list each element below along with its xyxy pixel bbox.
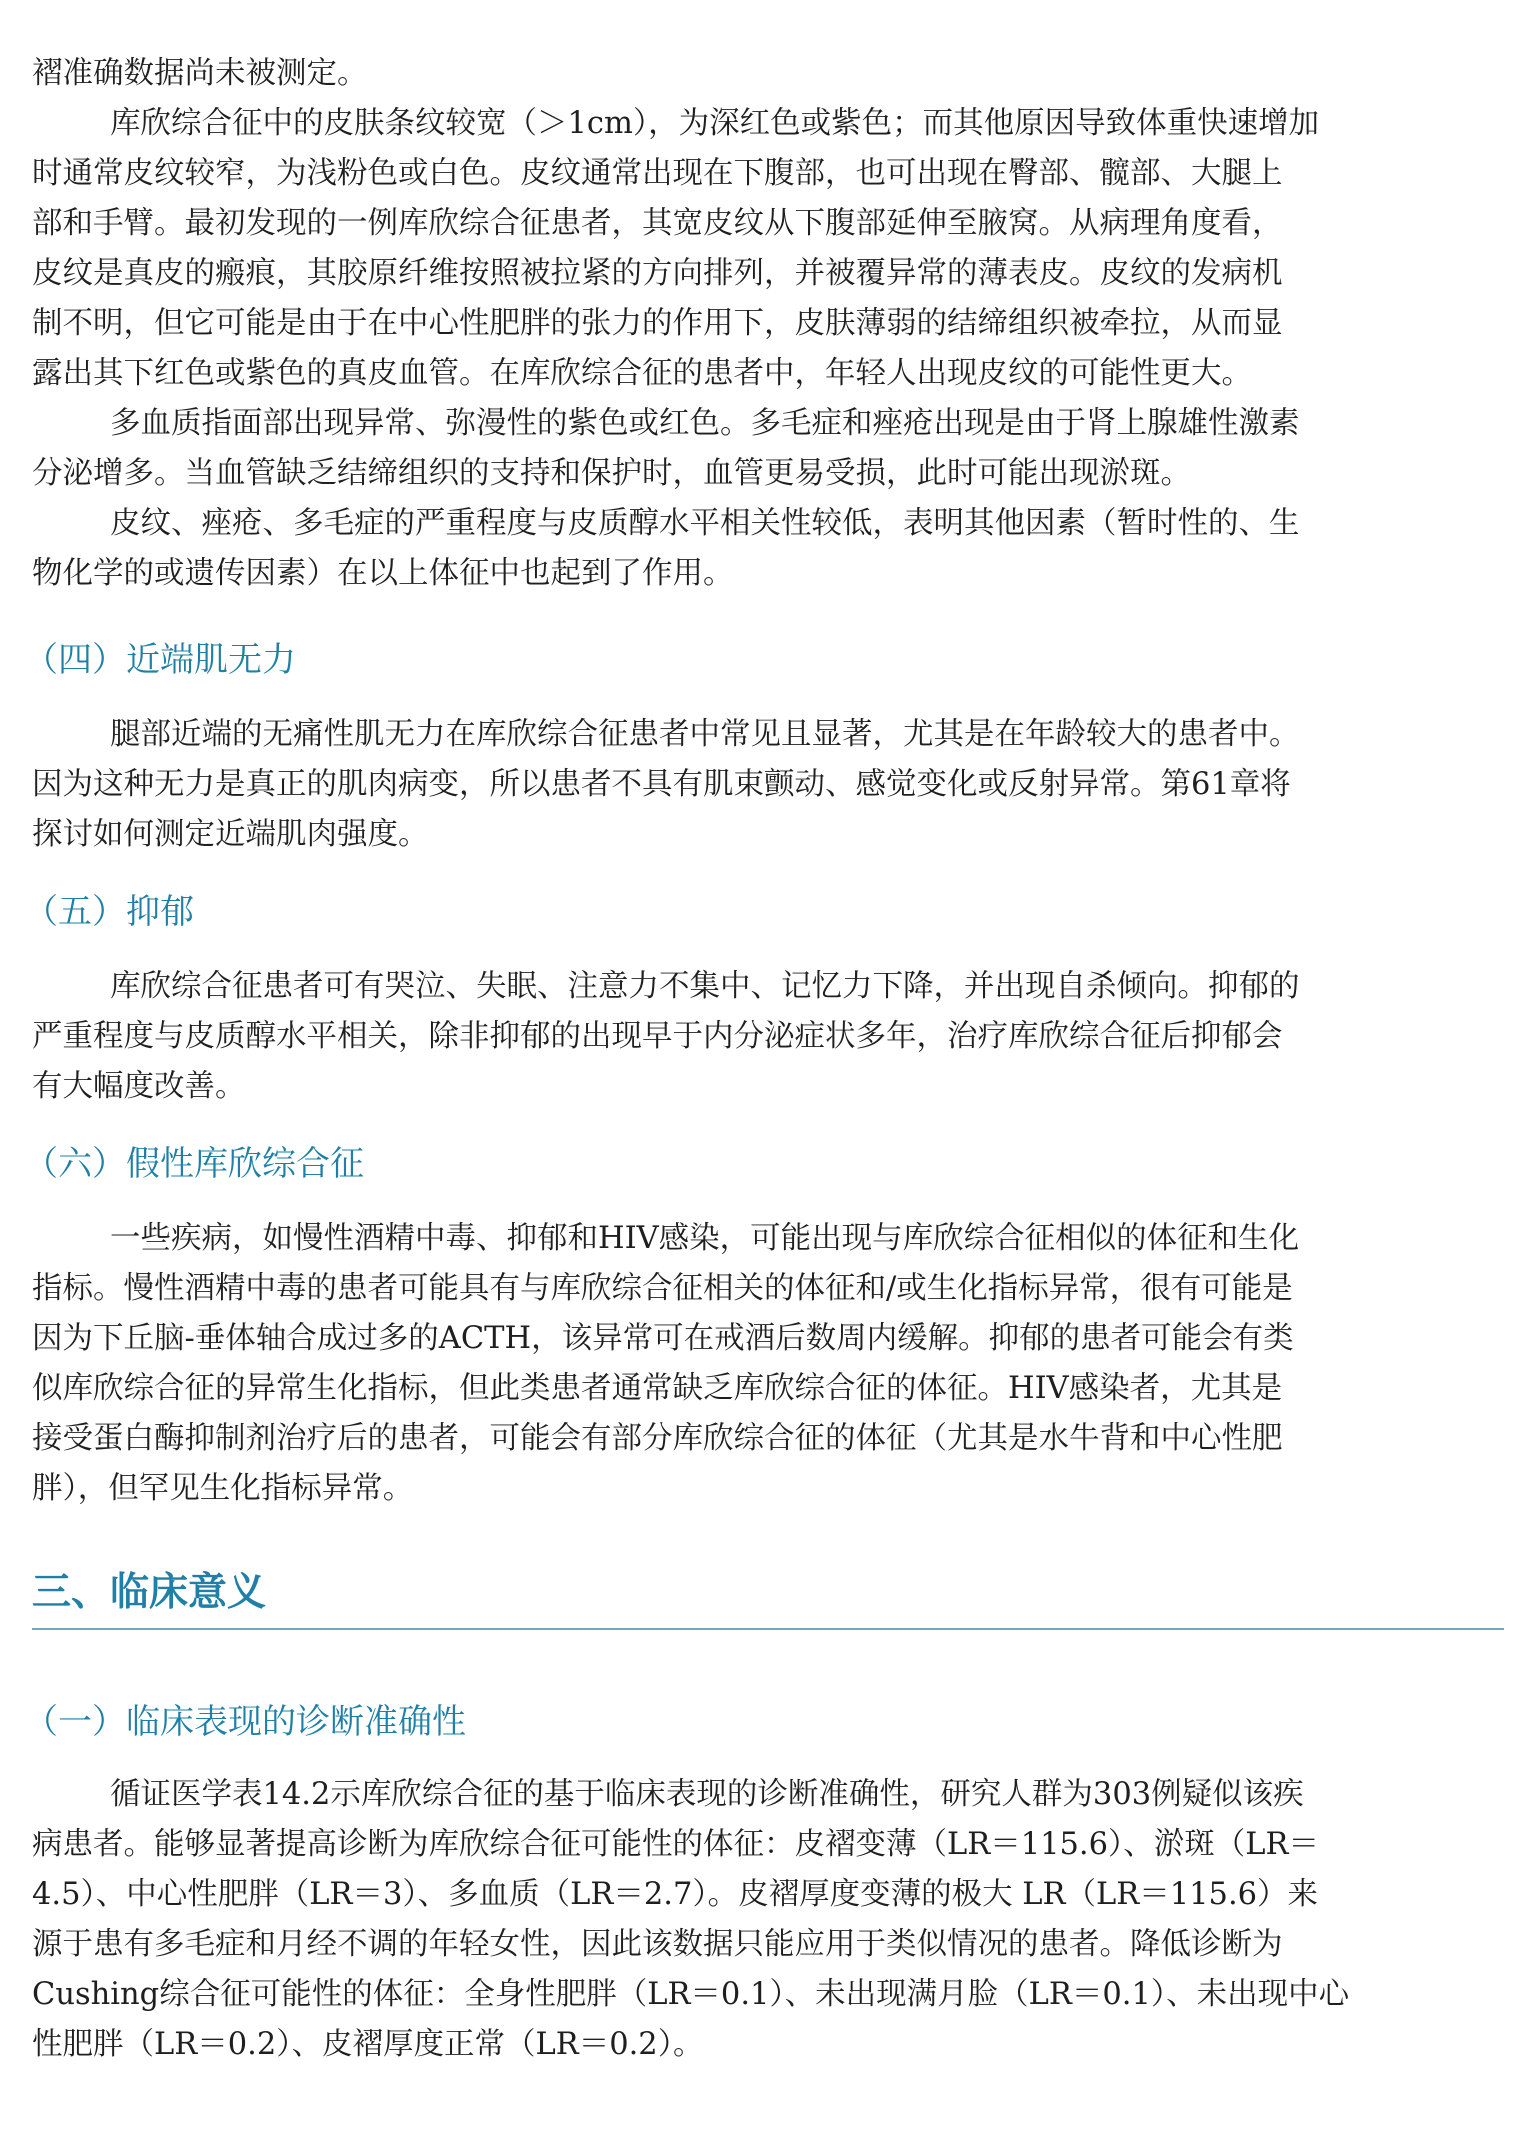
text-line: 库欣综合征中的皮肤条纹较宽（＞1cm），为深红色或紫色；而其他原因导致体重快速增加 (110, 106, 1320, 141)
section-heading-depression: （五）抑郁 (24, 892, 194, 932)
text-line: 腿部近端的无痛性肌无力在库欣综合征患者中常见且显著，尤其是在年龄较大的患者中。 (110, 717, 1300, 752)
text-line: 时通常皮纹较窄，为浅粉色或白色。皮纹通常出现在下腹部，也可出现在臀部、髋部、大腿上 (32, 156, 1283, 191)
text-line: Cushing综合征可能性的体征：全身性肥胖（LR＝0.1）、未出现满月脸（LR＝0.1）、未出现中心 (32, 1977, 1350, 2012)
text-line: 多血质指面部出现异常、弥漫性的紫色或红色。多毛症和痤疮出现是由于肾上腺雄性激素 (110, 406, 1300, 441)
text-line: 分泌增多。当血管缺乏结缔组织的支持和保护时，血管更易受损，此时可能出现淤斑。 (32, 456, 1191, 491)
text-line: 4.5）、中心性肥胖（LR＝3）、多血质（LR＝2.7）。皮褶厚度变薄的极大 LR（LR＝115.6）来 (32, 1877, 1319, 1912)
section-paragraphs (32, 710, 1504, 860)
section-heading-pseudo-cushing: （六）假性库欣综合征 (24, 1144, 364, 1184)
text-line: 制不明，但它可能是由于在中心性肥胖的张力的作用下，皮肤薄弱的结缔组织被牵拉，从而显 (32, 306, 1283, 341)
text-line: 皮纹是真皮的瘢痕，其胶原纤维按照被拉紧的方向排列，并被覆异常的薄表皮。皮纹的发病机 (32, 256, 1283, 291)
text-line: 源于患有多毛症和月经不调的年轻女性，因此该数据只能应用于类似情况的患者。降低诊断为 (32, 1927, 1283, 1962)
text-line: 库欣综合征患者可有哭泣、失眠、注意力不集中、记忆力下降，并出现自杀倾向。抑郁的 (110, 969, 1300, 1004)
text-line: 物化学的或遗传因素）在以上体征中也起到了作用。 (32, 556, 734, 591)
text-line: 指标。慢性酒精中毒的患者可能具有与库欣综合征相关的体征和/或生化指标异常，很有可能是 (32, 1271, 1293, 1306)
text-line: 因为下丘脑-垂体轴合成过多的ACTH，该异常可在戒酒后数周内缓解。抑郁的患者可能会有类 (32, 1321, 1294, 1356)
text-line: 严重程度与皮质醇水平相关，除非抑郁的出现早于内分泌症状多年，治疗库欣综合征后抑郁会 (32, 1019, 1283, 1054)
text-line: 循证医学表14.2示库欣综合征的基于临床表现的诊断准确性，研究人群为303例疑似该疾 (110, 1777, 1304, 1812)
text-line: 皮纹、痤疮、多毛症的严重程度与皮质醇水平相关性较低，表明其他因素（暂时性的、生 (110, 506, 1300, 541)
chapter-heading-clinical-significance: 三、临床意义 (32, 1570, 267, 1615)
section-paragraphs (32, 1214, 1504, 1514)
text-line: 有大幅度改善。 (32, 1069, 246, 1104)
text-line: 一些疾病，如慢性酒精中毒、抑郁和HIV感染，可能出现与库欣综合征相似的体征和生化 (110, 1221, 1300, 1256)
text-line: 病患者。能够显著提高诊断为库欣综合征可能性的体征：皮褶变薄（LR＝115.6）、淤斑（LR＝ (32, 1827, 1319, 1862)
text-line: 似库欣综合征的异常生化指标，但此类患者通常缺乏库欣综合征的体征。HIV感染者，尤其是 (32, 1371, 1283, 1406)
top-paragraphs (32, 49, 1504, 599)
section-heading-proximal-weakness: （四）近端肌无力 (24, 640, 296, 680)
section-paragraphs (32, 1770, 1504, 2070)
text-line: 因为这种无力是真正的肌肉病变，所以患者不具有肌束颤动、感觉变化或反射异常。第61章将 (32, 767, 1291, 802)
section-paragraphs (32, 962, 1504, 1112)
heading-divider (32, 1628, 1504, 1630)
text-line: 接受蛋白酶抑制剂治疗后的患者，可能会有部分库欣综合征的体征（尤其是水牛背和中心性肥 (32, 1421, 1283, 1456)
text-line: 部和手臂。最初发现的一例库欣综合征患者，其宽皮纹从下腹部延伸至腋窝。从病理角度看， (32, 206, 1283, 241)
text-line: 褶准确数据尚未被测定。 (32, 56, 368, 91)
section-heading-diagnostic-accuracy: （一）临床表现的诊断准确性 (24, 1702, 466, 1742)
text-line: 探讨如何测定近端肌肉强度。 (32, 817, 429, 852)
text-line: 胖），但罕见生化指标异常。 (32, 1471, 414, 1506)
text-line: 性肥胖（LR＝0.2）、皮褶厚度正常（LR＝0.2）。 (32, 2027, 704, 2062)
text-line: 露出其下红色或紫色的真皮血管。在库欣综合征的患者中，年轻人出现皮纹的可能性更大。 (32, 356, 1252, 391)
